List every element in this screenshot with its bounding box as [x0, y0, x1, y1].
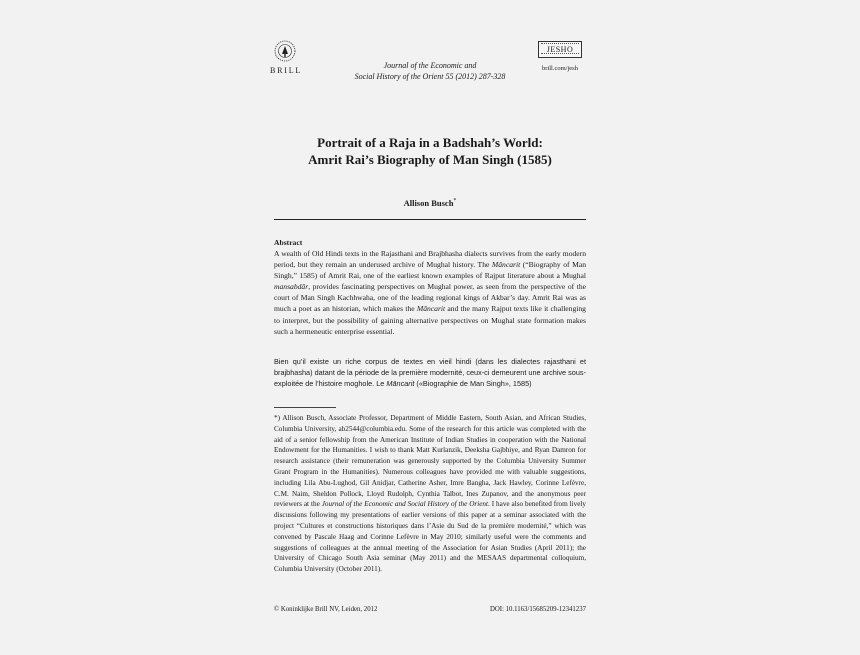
- brill-logo: [270, 40, 303, 75]
- jesho-url[interactable]: brill.com/jesh: [542, 65, 578, 72]
- author-name: Allison Busch: [403, 198, 454, 208]
- journal-line-1: Journal of the Economic and: [383, 61, 477, 70]
- author: [330, 198, 530, 208]
- footnote: *) Allison Busch, Associate Professor, Department of Middle Eastern, South Asian, and African Studies, Columbia University, ab2544@columbia.edu. Some of the research for this article was completed with the aid of a senior fellowship from the American Institute of Indian Studies in cooperation with the National Endowment for the Humanities. I wish to thank Matt Kurlanzik, Deeksha Gajbhiye, and Ryan Damron for research assistance (their remuneration was generously supported by the Columbia University Summer Grant Program in the Humanities). Numerous colleagues have provided me with valuable suggestions, including Lila Abu-Lughod, Gil Anidjar, Catherine Asher, Imre Bangha, Jack Hawley, Corinne Lefèvre, C.M. Naim, Sheldon Pollock, Lloyd Rudolph, Cynthia Talbot, Ines Zupanov, and the anonymous peer reviewers at the Journal of the Economic and Social History of the Orient. I have also benefited from lively discussions following my presentations of earlier versions of this paper at a seminar associated with the project “Cultures et constructions historiques dans l’Asie du Sud de la première modernité,” which was convened by Pascale Haag and Corinne Lefèvre in May 2010; similarly useful were the comments and suggestions of colleagues at the annual meeting of the Association for Asian Studies (April 2011); the University of Chicago South Asia seminar (May 2011) and the MESAAS departmental colloquium, Columbia University (October 2011).: [274, 414, 586, 574]
- footnote-divider: [274, 407, 336, 408]
- title-divider: [274, 219, 586, 220]
- article-title: [240, 134, 620, 168]
- french-abstract: Bien qu’il existe un riche corpus de textes en vieil hindi (dans les dialectes rajasthani et brajbhasha) datant de la période de la première modernité, ceux-ci demeurent une archive sous-exploitée de l’histoire moghole. Le Māncarit («Biographie de Man Singh», 1585): [274, 357, 586, 389]
- jesho-label: JESHO: [538, 41, 582, 58]
- jesho-logo: [538, 41, 582, 72]
- title-line-1: Portrait of a Raja in a Badshah’s World:: [317, 135, 543, 150]
- doi[interactable]: DOI: 10.1163/15685209-12341237: [489, 606, 586, 613]
- brill-label: BRILL: [270, 66, 303, 75]
- footnote-marker: *): [274, 414, 280, 422]
- copyright: © Koninklijke Brill NV, Leiden, 2012: [274, 606, 378, 613]
- abstract-heading: Abstract: [274, 238, 303, 247]
- journal-reference: [330, 60, 530, 82]
- brill-seal-icon: [274, 40, 296, 62]
- abstract-body: A wealth of Old Hindi texts in the Rajasthani and Brajbhasha dialects survives from the early modern period, but they remain an underused archive of Mughal history. The Māncarit (“Biography of Man Singh,” 1585) of Amrit Rai, one of the earliest known examples of Rajput literature about a Mughal mansabdār, provides fascinating perspectives on Mughal power, as seen from the perspective of the court of Man Singh Kachhwaha, one of the leading regional kings of Akbar’s day. Amrit Rai was as much a poet as an historian, which makes the Māncarit and the many Rajput texts like it challenging to interpret, but the possibility of gaining alternative perspectives on Mughal state formation makes such a hermeneutic enterprise essential.: [274, 249, 587, 336]
- title-line-2: Amrit Rai’s Biography of Man Singh (1585): [308, 152, 552, 167]
- author-footnote-marker: *: [453, 198, 457, 205]
- journal-line-2: Social History of the Orient 55 (2012) 287-328: [354, 72, 506, 81]
